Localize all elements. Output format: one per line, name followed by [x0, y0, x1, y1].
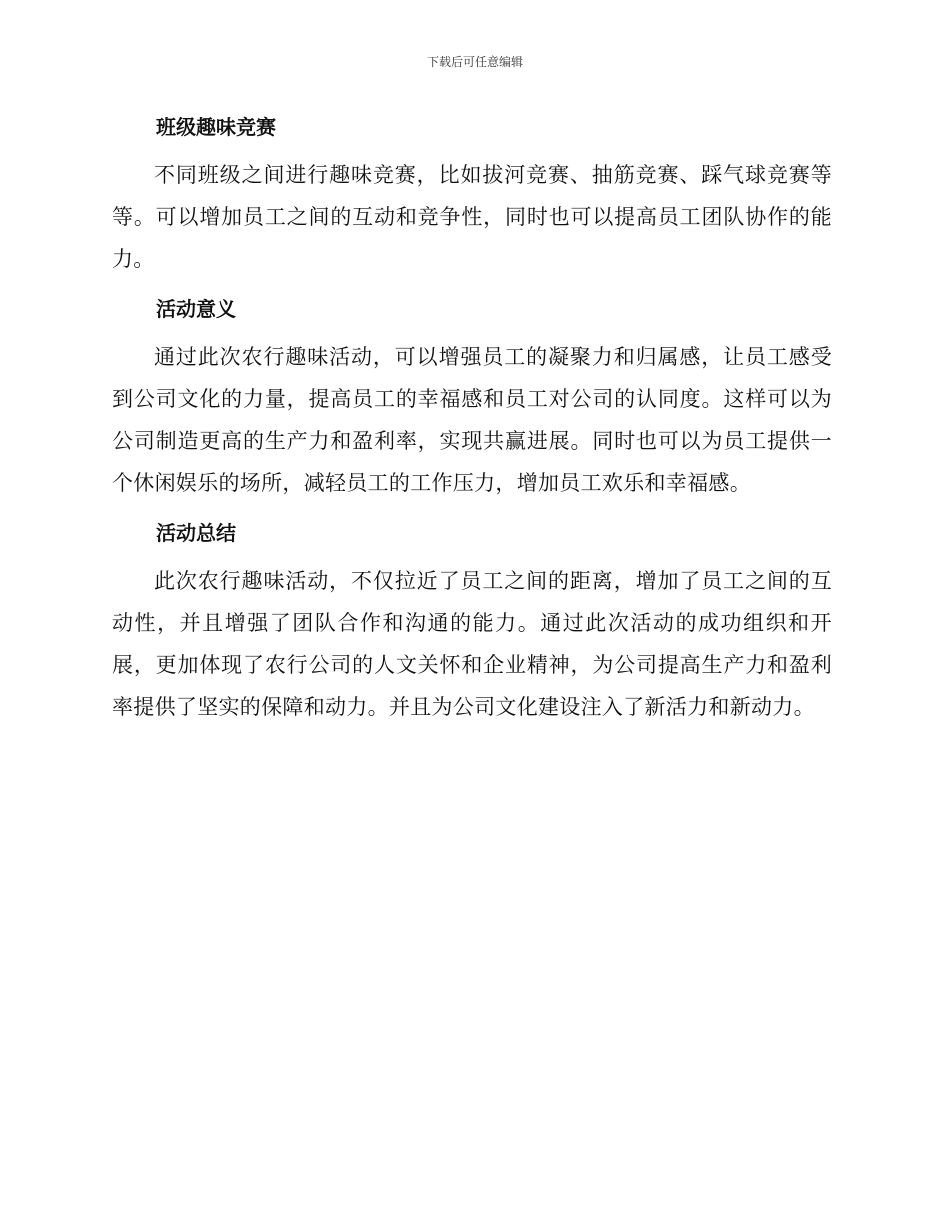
- page-header: 下载后可任意编辑: [426, 55, 523, 69]
- section-body-class-competition: 不同班级之间进行趣味竞赛，比如拔河竞赛、抽筋竞赛、踩气球竞赛等等。可以增加员工之间的互动和竞争性，同时也可以提高员工团队协作的能力。: [112, 163, 832, 271]
- section-heading-activity-significance: 活动意义: [156, 297, 236, 321]
- section-heading-class-competition: 班级趣味竞赛: [156, 115, 276, 139]
- section-heading-activity-summary: 活动总结: [156, 521, 236, 545]
- document-body: [112, 108, 832, 738]
- section-body-activity-significance: 通过此次农行趣味活动，可以增强员工的凝聚力和归属感，让员工感受到公司文化的力量，提高员工的幸福感和员工对公司的认同度。这样可以为公司制造更高的生产力和盈利率，实现共赢进展。同时也可以为员工提供一个休闲娱乐的场所，减轻员工的工作压力，增加员工欢乐和幸福感。: [112, 345, 832, 495]
- section-body-activity-summary: 此次农行趣味活动，不仅拉近了员工之间的距离，增加了员工之间的互动性，并且增强了团队合作和沟通的能力。通过此次活动的成功组织和开展，更加体现了农行公司的人文关怀和企业精神，为公司提高生产力和盈利率提供了坚实的保障和动力。并且为公司文化建设注入了新活力和新动力。: [112, 569, 832, 719]
